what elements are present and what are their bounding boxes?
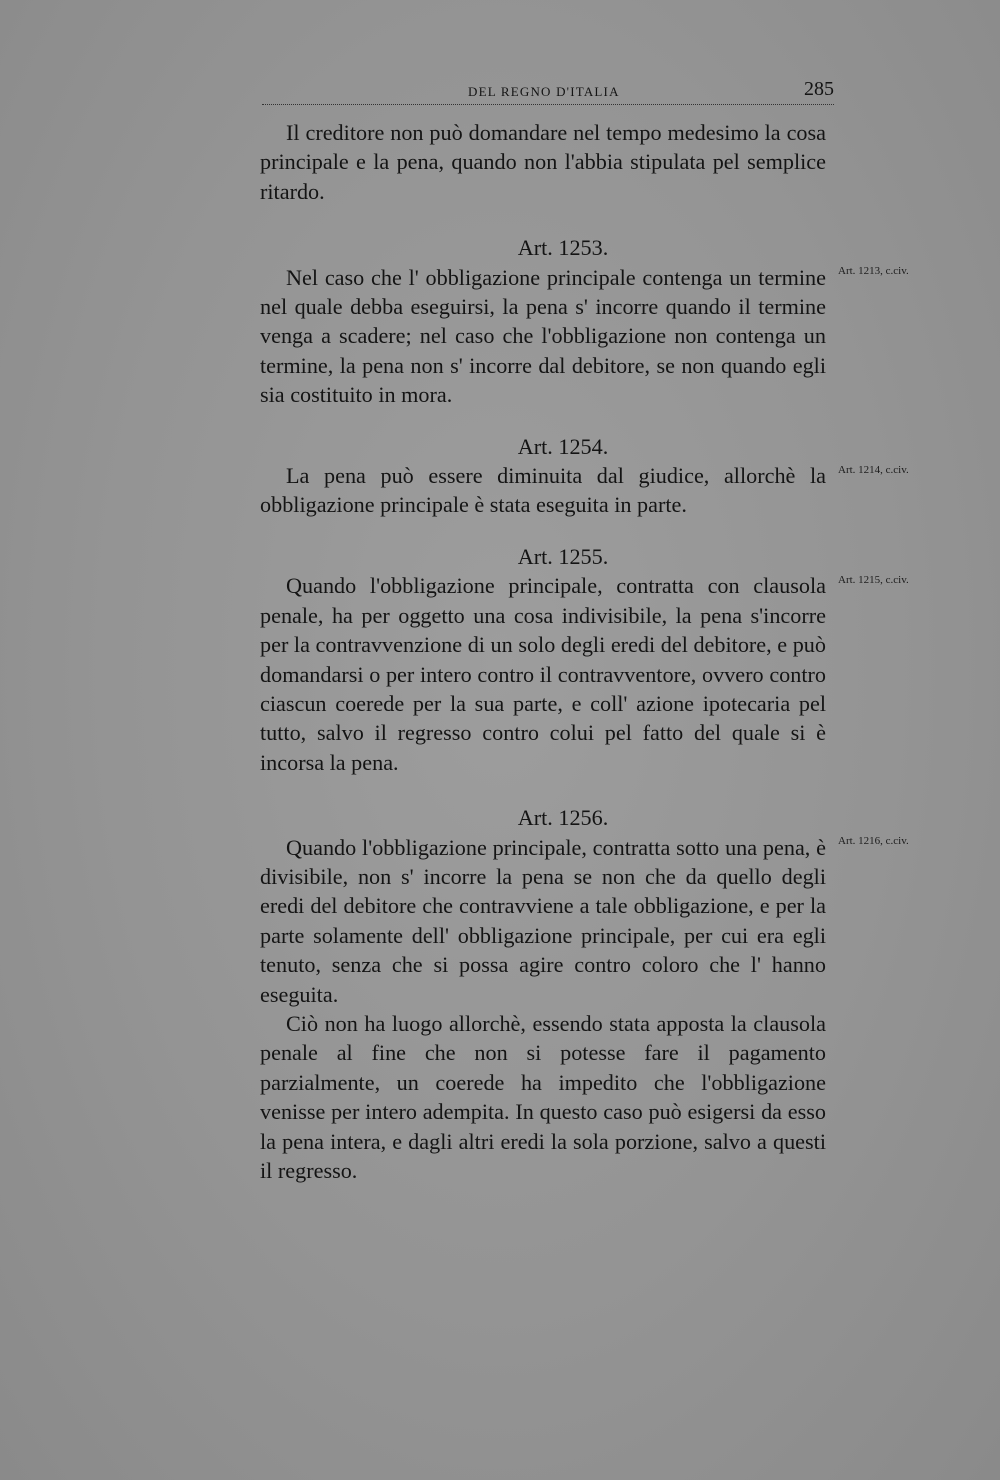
article-1255 bbox=[260, 542, 909, 777]
article-heading: Art. 1253. bbox=[517, 235, 609, 261]
article-paragraph: Ciò non ha luogo allorchè, essendo stata apposta la clausola penale al fine che non si potesse fare il pagamento parzialmente, un coerede ha impedito che l'obbligazione venisse per intero adempita. In questo caso può esigersi da esso la pena intera, e dagli altri eredi la sola porzione, salvo a questi il regresso. bbox=[260, 1010, 826, 1183]
running-head bbox=[262, 80, 834, 108]
page-number: 285 bbox=[804, 78, 834, 100]
article-heading: Art. 1254. bbox=[517, 433, 609, 459]
intro-paragraph: Il creditore non può domandare nel tempo medesimo la cosa principale e la pena, quando non l'abbia stipulata pel semplice ritardo. bbox=[260, 120, 826, 204]
article-paragraph: Nel caso che l' obbligazione principale contenga un termine nel quale debba eseguirsi, la pena s' incorre quando il termine venga a scadere; nel caso che l'obbligazione non contenga un termine, la pena non s' incorre dal debitore, se non quando egli sia costituito in mora. bbox=[260, 264, 826, 408]
header-rule bbox=[262, 104, 834, 105]
article-heading: Art. 1256. bbox=[517, 805, 609, 831]
body-text bbox=[260, 118, 909, 1185]
article-1256 bbox=[260, 803, 909, 1185]
margin-note: Art. 1214, c.civ. bbox=[838, 463, 909, 476]
article-paragraph: Quando l'obbligazione principale, contratta sotto una pena, è divisibile, non s' incorre la pena se non che da quello degli eredi del debitore che contravviene a tale obbligazione, e per la parte solamente dell' obbligazione principale, per cui era egli tenuto, senza che si possa agire contro coloro che l' hanno eseguita. bbox=[260, 834, 826, 1007]
running-title: DEL REGNO D'ITALIA bbox=[468, 84, 620, 99]
article-paragraph: Quando l'obbligazione principale, contratta con clausola penale, ha per oggetto una cosa indivisibile, la pena s'incorre per la contravvenzione di un solo degli eredi del debitore, e può domandarsi o per intero contro il contravventore, ovvero contro ciascun coerede per la sua parte, e coll' azione ipotecaria pel tutto, salvo il regresso contro colui pel fatto del quale si è incorsa la pena. bbox=[260, 573, 826, 775]
article-paragraph: La pena può essere diminuita dal giudice, allorchè la obbligazione principale è stata eseguita in parte. bbox=[260, 463, 826, 518]
margin-note: Art. 1216, c.civ. bbox=[838, 835, 909, 848]
margin-note: Art. 1213, c.civ. bbox=[838, 265, 909, 278]
article-heading: Art. 1255. bbox=[517, 543, 609, 569]
article-1254 bbox=[260, 432, 909, 520]
margin-note: Art. 1215, c.civ. bbox=[838, 573, 909, 586]
article-1253 bbox=[260, 233, 909, 409]
